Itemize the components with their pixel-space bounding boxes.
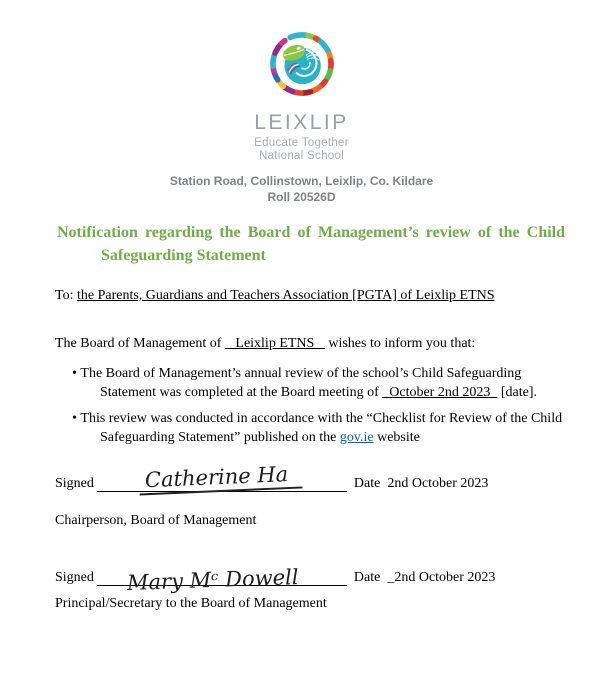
school-roll-number: Roll 20526D — [267, 190, 336, 204]
signature-row-principal — [55, 564, 496, 595]
bullet1-suffix: [date]. — [497, 385, 537, 400]
school-tagline-line2: National School — [258, 150, 345, 162]
principal-signature: Mary Mᶜ Dowell — [126, 565, 299, 595]
date-label: Date — [353, 476, 381, 491]
bullet-checklist — [55, 409, 577, 447]
chairperson-date: 2nd October 2023 — [387, 476, 489, 491]
school-tagline-line1: Educate Together — [254, 137, 349, 149]
signed-label: Signed — [55, 476, 94, 491]
bullet2-text: This review was conducted in accordance with the “Checklist for Review of the Child Safeguarding Statement” published on the — [80, 411, 563, 445]
intro-school-name: Leixlip ETNS — [224, 336, 325, 351]
intro-after: wishes to inform you that: — [324, 336, 476, 351]
bullet1-date: _October 2nd 2023_ — [382, 385, 498, 400]
chairperson-role-label: Chairperson, Board of Management — [55, 513, 257, 528]
school-address-block — [0, 173, 603, 205]
signature-row-chairperson — [55, 462, 489, 493]
principal-date: _2nd October 2023 — [387, 570, 496, 585]
signed-label: Signed — [55, 570, 94, 585]
chairperson-signature: Catherine Ha — [138, 461, 302, 495]
recipient-prefix: To: — [55, 288, 77, 303]
document-title-line1: Notification regarding the Board of Management’s review of the Child — [57, 224, 565, 241]
document-title — [57, 221, 565, 267]
school-logo-icon — [269, 31, 335, 97]
date-label: Date — [353, 570, 381, 585]
school-address: Station Road, Collinstown, Leixlip, Co. Kildare — [169, 174, 434, 188]
principal-role-label: Principal/Secretary to the Board of Management — [55, 596, 327, 611]
document-title-line2: Safeguarding Statement — [101, 247, 266, 264]
signature-line — [97, 564, 347, 595]
intro-before: The Board of Management of — [55, 336, 225, 351]
gov-ie-link[interactable]: gov.ie — [339, 430, 374, 445]
recipient-addressee: the Parents, Guardians and Teachers Association [PGTA] of Leixlip ETNS — [76, 288, 495, 303]
bullet-list — [55, 364, 577, 454]
school-name: LEIXLIP — [254, 111, 349, 134]
bullet1-text: The Board of Management’s annual review of the school’s Child Safeguarding Statement was completed at the Board meeting of — [80, 366, 522, 400]
bullet2-suffix: website — [373, 430, 420, 445]
signature-line — [97, 462, 347, 493]
intro-line — [55, 334, 585, 353]
recipient-line — [55, 286, 575, 305]
bullet-review-completed — [55, 364, 577, 402]
